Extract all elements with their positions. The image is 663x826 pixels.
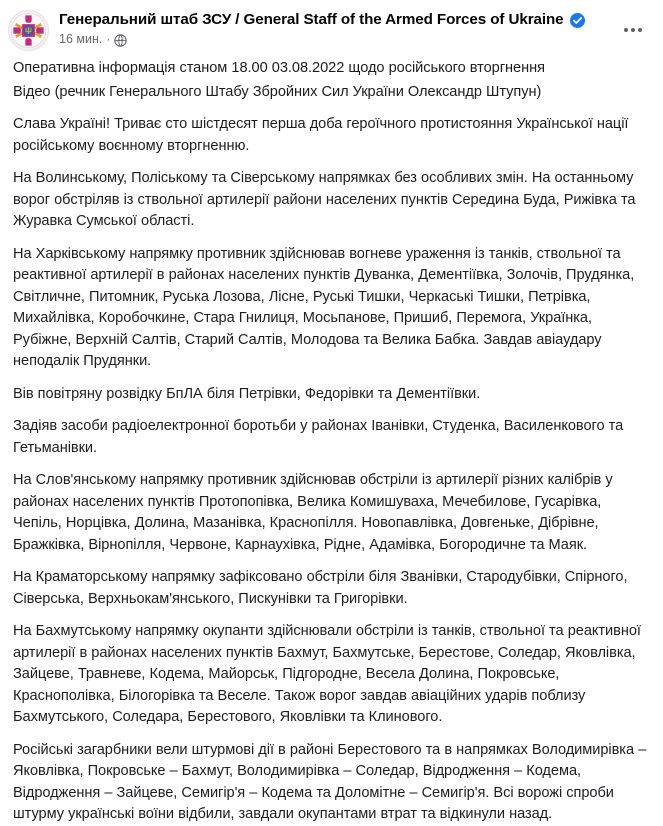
- post-paragraph: На Краматорському напрямку зафіксовано обстріли біля Званівки, Стародубівки, Спірного, Сіверська, Верхньокам'янського, Пискунівки та Григорівки.: [13, 569, 628, 607]
- post-meta-row: [59, 31, 585, 47]
- meta-separator: ·: [106, 32, 111, 46]
- ellipsis-dot-1: [624, 28, 628, 32]
- post-paragraph: На Бахмутському напрямку окупанти здійснювали обстріли із танків, ствольної та реактивної артилерії в районах населених пунктів Бахмут, Бахмутське, Берестове, Соледар, Яковлівка, Зайцеве, Травневе, Кодема, Майорськ, Підгородне, Весела Долина, Покровське, Краснополівка, Білогорівка та Веселе. Також ворог завдав авіаційних ударів поблизу Бахмутського, Соледара, Берестового, Яковлівки та Клинового.: [13, 623, 641, 725]
- post-paragraph: Оперативна інформація станом 18.00 03.08.2022 щодо російського вторгнення: [13, 60, 545, 76]
- post-paragraph: На Харківському напрямку противник здійснював вогневе ураження із танків, ствольної та реактивної артилерії в районах населених пунктів Дуванка, Дементіївка, Золочів, Прудянка, Світличне, Питомник, Руська Лозова, Лісне, Руські Тишки, Черкаські Тишки, Петрівка, Михайлівка, Коробочкине, Стара Гнилиця, Мосьпанове, Пришиб, Перемога, Українка, Рубіжне, Верхній Салтів, Старий Салтів, Молодова та Велика Бабка. Завдав авіаудару неподалік Прудянки.: [13, 245, 635, 369]
- post-author-block: [59, 9, 585, 47]
- post-paragraph: Вів повітряну розвідку БпЛА біля Петрівки, Федорівки та Дементіївки.: [13, 385, 481, 402]
- post-paragraph: Слава Україні! Триває сто шістдесят перша доба героїчного протистояння Української нації російському воєнному вторгненню.: [13, 116, 629, 154]
- post-paragraph: Задіяв засоби радіоелектронної боротьби у районах Іванівки, Студенка, Василенкового та Гетьманівки.: [13, 418, 624, 456]
- verified-badge-icon[interactable]: [570, 13, 585, 28]
- page-name-row: [59, 10, 585, 29]
- ukraine-general-staff-emblem-icon: [9, 11, 48, 50]
- post-paragraph: Російські загарбники вели штурмові дії в районі Берестового та в напрямках Володимирівка – Яковлівка, Покровське – Бахмут, Володимирівка – Соледар, Відродження – Кодема, Відродження – Зайцеве, Семигір'я – Кодема та Доломітне – Семигір'я. Всі ворожі спроби штурму українські воїни відбили, завдали окупантами втрат та відкинули назад.: [13, 741, 647, 822]
- post-header: [0, 0, 663, 52]
- post-paragraph: Відео (речник Генерального Штабу Збройних Сил України Олександр Штупун): [13, 83, 542, 100]
- page-name[interactable]: Генеральний штаб ЗСУ / General Staff of the Armed Forces of Ukraine: [59, 11, 564, 28]
- post-paragraph: На Волинському, Поліському та Сіверському напрямках без особливих змін. На останньому ворог обстріляв із ствольної артилерії райони населених пунктів Середина Буда, Рижівка та Журавка Сумської області.: [13, 170, 636, 229]
- post-timestamp[interactable]: 16 мин.: [59, 32, 103, 46]
- post-paragraph: На Слов'янському напрямку противник здійснював обстріли із артилерії різних калібрів у районах населених пунктів Протопопівка, Велика Комишуваха, Мечебилове, Гусарівка, Чепіль, Норцівка, Долина, Мазанівка, Краснопілля. Новопавлівка, Довгеньке, Дібрівне, Бражківка, Вірнопілля, Червоне, Карнаухівка, Рідне, Адамівка, Богородичне та Маяк.: [13, 472, 613, 553]
- avatar[interactable]: [8, 10, 49, 51]
- globe-icon[interactable]: [114, 34, 127, 47]
- ellipsis-dot-3: [638, 28, 642, 32]
- ellipsis-dot-2: [631, 28, 635, 32]
- post-body: [0, 52, 663, 826]
- post-more-options-button[interactable]: [617, 14, 649, 46]
